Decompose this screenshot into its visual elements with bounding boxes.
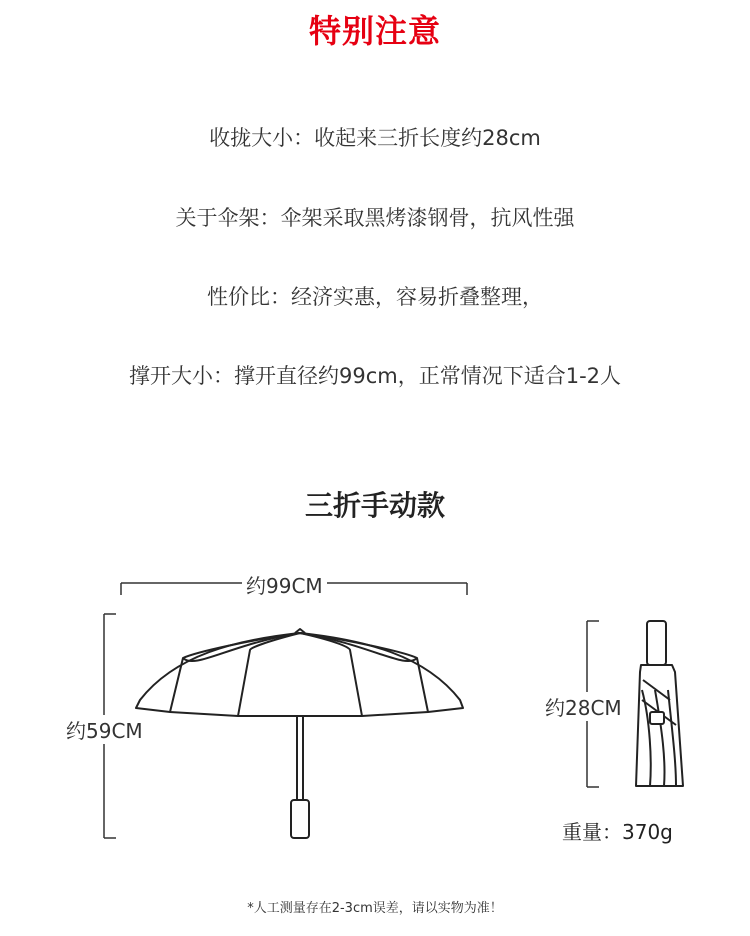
measurement-note: *人工测量存在2-3cm误差，请以实物为准！ bbox=[247, 901, 503, 916]
weight-label: 重量：370g bbox=[562, 820, 673, 844]
open-width-label: 约99CM bbox=[242, 570, 327, 599]
spec-frame: 关于伞架：伞架采取黑烤漆钢骨，抗风性强 bbox=[175, 206, 575, 230]
model-title: 三折手动款 bbox=[304, 489, 445, 522]
notice-heading: 特别注意 bbox=[308, 12, 441, 50]
spec-open-size: 撑开大小：撑开直径约99cm，正常情况下适合1-2人 bbox=[128, 364, 622, 388]
open-umbrella-icon bbox=[136, 629, 463, 838]
open-height-label: 约59CM bbox=[62, 715, 147, 744]
folded-length-label: 约28CM bbox=[541, 692, 626, 721]
spec-value: 性价比：经济实惠，容易折叠整理， bbox=[207, 285, 543, 309]
spec-folded-size: 收拢大小：收起来三折长度约28cm bbox=[209, 126, 541, 150]
folded-umbrella-icon bbox=[636, 621, 683, 786]
